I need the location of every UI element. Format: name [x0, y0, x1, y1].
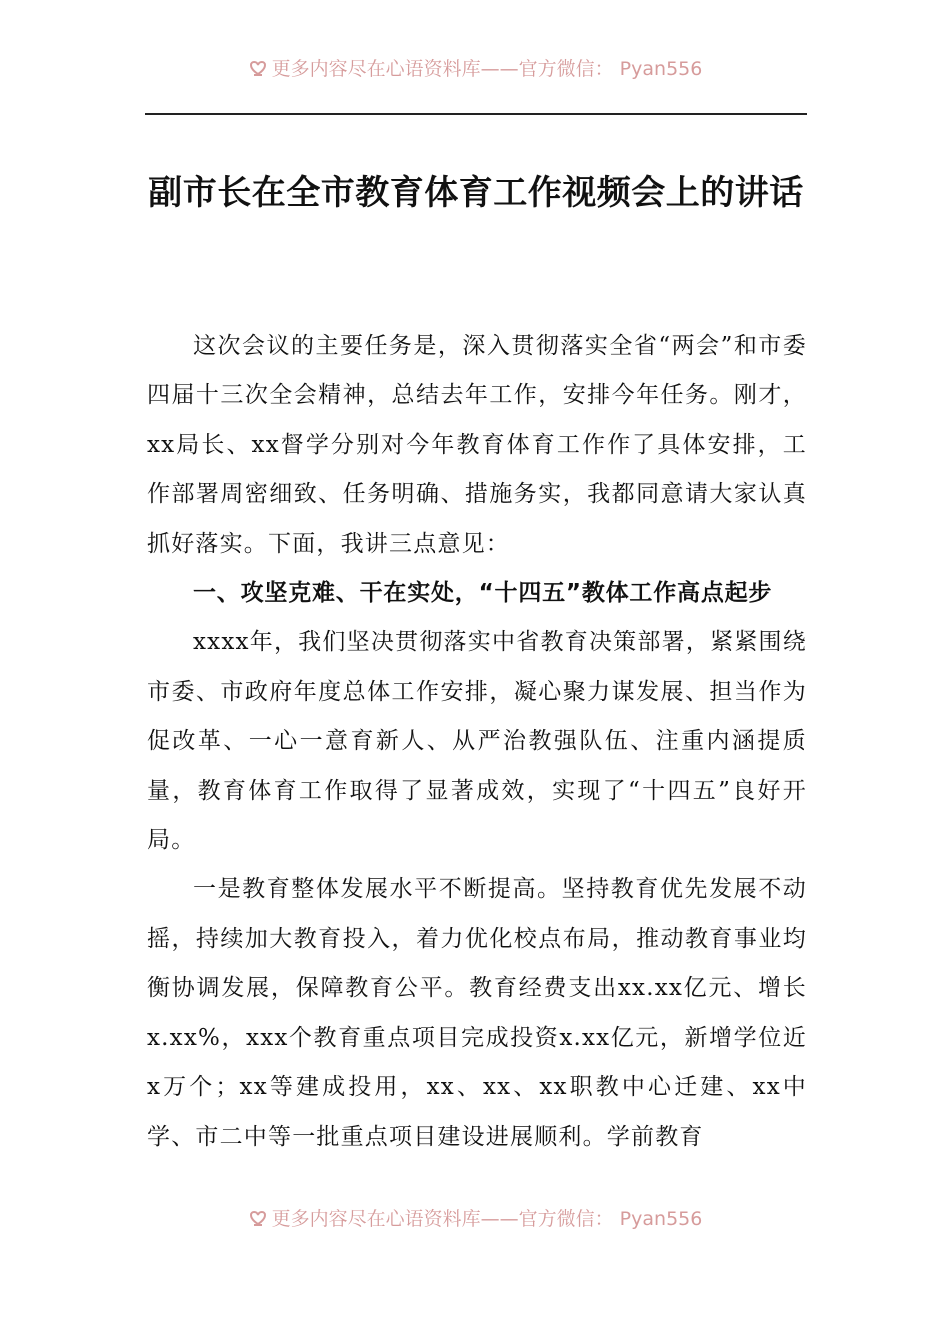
document-title: 副市长在全市教育体育工作视频会上的讲话 [148, 173, 804, 213]
watermark-logo-icon [248, 1209, 268, 1229]
body-paragraph: 一是教育整体发展水平不断提高。坚持教育优先发展不动摇，持续加大教育投入，着力优化校点布局，推动教育事业均衡协调发展，保障教育公平。教育经费支出xx.xx亿元、增长x.xx%，xxx个教育重点项目完成投资x.xx亿元，新增学位近x万个；xx等建成投用，xx、xx、xx职教中心迁建、xx中学、市二中等一批重点项目建设进展顺利。学前教育 [147, 876, 807, 1150]
body-paragraph: xxxx年，我们坚决贯彻落实中省教育决策部署，紧紧围绕市委、市政府年度总体工作安排，凝心聚力谋发展、担当作为促改革、一心一意育新人、从严治教强队伍、注重内涵提质量，教育体育工作取得了显著成效，实现了“十四五”良好开局。 [147, 629, 807, 854]
section-heading-1: 一、攻坚克难、干在实处，“十四五”教体工作高点起步 [193, 580, 773, 607]
watermark-top [0, 56, 950, 82]
header-rule [145, 113, 807, 115]
watermark-text: 更多内容尽在心语资料库——官方微信： Pyan556 [271, 58, 703, 80]
document-body [147, 322, 807, 1162]
watermark-logo-icon [248, 59, 268, 79]
watermark-bottom [0, 1206, 950, 1232]
intro-paragraph: 这次会议的主要任务是，深入贯彻落实全省“两会”和市委四届十三次全会精神，总结去年工作，安排今年任务。刚才，xx局长、xx督学分别对今年教育体育工作作了具体安排，工作部署周密细致、任务明确、措施务实，我都同意请大家认真抓好落实。下面，我讲三点意见： [147, 333, 807, 557]
watermark-text: 更多内容尽在心语资料库——官方微信： Pyan556 [271, 1208, 703, 1230]
